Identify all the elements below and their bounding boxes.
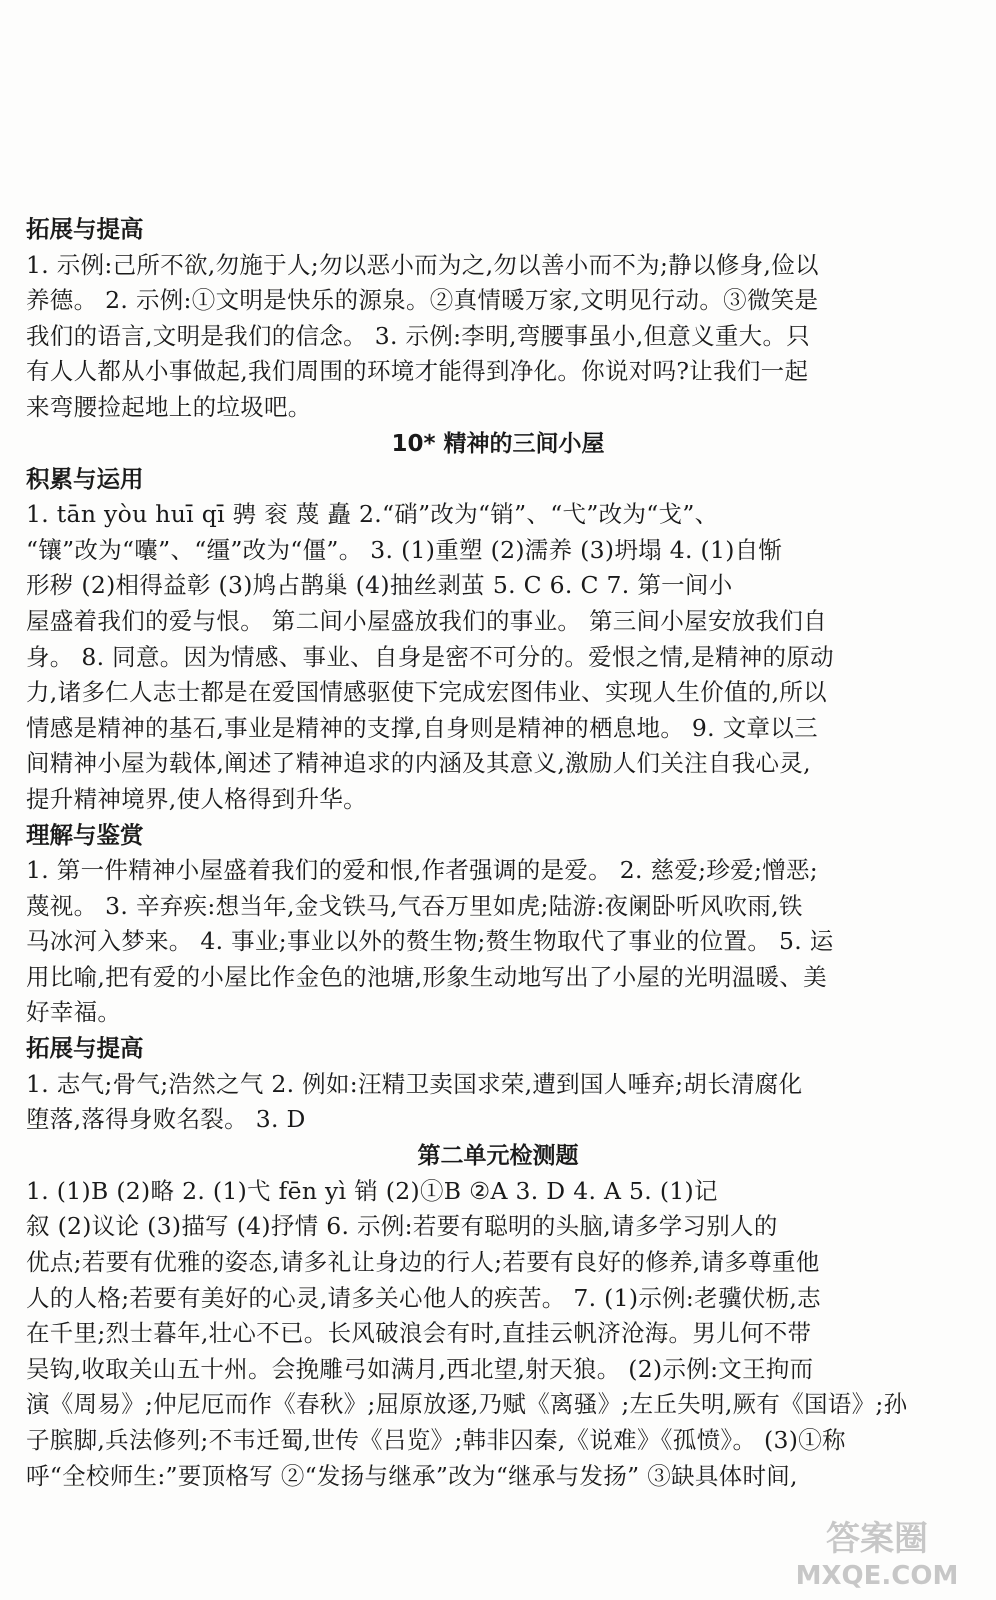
text-line: 提升精神境界,使人格得到升华。 xyxy=(26,784,367,813)
text-line: 蔑视。 3. 辛弃疾:想当年,金戈铁马,气吞万里如虎;陆游:夜阑卧听风吹雨,铁 xyxy=(26,891,803,920)
section-heading: 理解与鉴赏 xyxy=(26,820,144,849)
text-line: 优点;若要有优雅的姿态,请多礼让身边的行人;若要有良好的修养,请多尊重他 xyxy=(26,1248,820,1277)
text-line: 在千里;烈士暮年,壮心不已。长风破浪会有时,直挂云帆济沧海。男儿何不带 xyxy=(26,1319,812,1348)
text-line: 来弯腰捡起地上的垃圾吧。 xyxy=(26,392,312,421)
text-line: 有人人都从小事做起,我们周围的环境才能得到净化。你说对吗?让我们一起 xyxy=(26,357,809,386)
text-line: 呼“全校师生:”要顶格写 ②“发扬与继承”改为“继承与发扬” ③缺具体时间, xyxy=(26,1461,798,1490)
text-line: 形秽 (2)相得益彰 (3)鸠占鹊巢 (4)抽丝剥茧 5. C 6. C 7. 第一间小 xyxy=(26,571,733,600)
lesson-title: 10* 精神的三间小屋 xyxy=(391,430,605,457)
text-line: 身。 8. 同意。因为情感、事业、自身是密不可分的。爱恨之情,是精神的原动 xyxy=(26,642,834,671)
section-heading: 拓展与提高 xyxy=(26,1034,144,1063)
text-line: 屋盛着我们的爱与恨。 第二间小屋盛放我们的事业。 第三间小屋安放我们自 xyxy=(26,606,827,635)
text-line: 叙 (2)议论 (3)描写 (4)抒情 6. 示例:若要有聪明的头脑,请多学习别人的 xyxy=(26,1212,778,1241)
text-line: 吴钩,收取关山五十州。会挽雕弓如满月,西北望,射天狼。 (2)示例:文王拘而 xyxy=(26,1354,814,1383)
text-line: “镶”改为“囔”、“缰”改为“僵”。 3. (1)重塑 (2)濡养 (3)坍塌 4. (1)自惭 xyxy=(26,535,783,564)
text-line: 人的人格;若要有美好的心灵,请多关心他人的疾苦。 7. (1)示例:老骥伏枥,志 xyxy=(26,1283,821,1312)
text-line: 养德。 2. 示例:①文明是快乐的源泉。②真情暖万家,文明见行动。③微笑是 xyxy=(26,286,819,315)
watermark-bottom: MXQE.COM xyxy=(795,1561,959,1591)
text-line: 好幸福。 xyxy=(26,998,122,1027)
lesson-title: 第二单元检测题 xyxy=(417,1142,579,1169)
section-heading: 拓展与提高 xyxy=(26,215,144,243)
text-line: 力,诸多仁人志士都是在爱国情感驱使下完成宏图伟业、实现人生价值的,所以 xyxy=(26,678,827,707)
text-line: 1. 志气;骨气;浩然之气 2. 例如:汪精卫卖国求荣,遭到国人唾弃;胡长清腐化 xyxy=(26,1069,803,1098)
watermark-top: 答案圈 xyxy=(826,1519,928,1559)
text-line: 间精神小屋为载体,阐述了精神追求的内涵及其意义,激励人们关注自我心灵, xyxy=(26,749,811,778)
text-line: 马冰河入梦来。 4. 事业;事业以外的赘生物;赘生物取代了事业的位置。 5. 运 xyxy=(26,927,834,956)
watermark-logo xyxy=(772,1512,982,1592)
text-line: 1. 第一件精神小屋盛着我们的爱和恨,作者强调的是爱。 2. 慈爱;珍爱;憎恶; xyxy=(26,856,818,885)
text-line: 子膑脚,兵法修列;不韦迁蜀,世传《吕览》;韩非囚秦,《说难》《孤愤》。 (3)①称 xyxy=(26,1426,846,1454)
text-line: 用比喻,把有爱的小屋比作金色的池塘,形象生动地写出了小屋的光明温暖、美 xyxy=(26,962,827,991)
text-line: 1. 示例:己所不欲,勿施于人;勿以恶小而为之,勿以善小而不为;静以修身,俭以 xyxy=(26,250,819,279)
text-line: 1. (1)B (2)略 2. (1)弋 fēn yì 销 (2)①B ②A 3. D 4. A 5. (1)记 xyxy=(26,1176,718,1205)
answer-page xyxy=(26,212,970,1494)
text-line: 1. tān yòu huī qī 骋 衮 蔑 矗 2.“硝”改为“销”、“弋”改为“戈”、 xyxy=(26,500,719,529)
text-line: 情感是精神的基石,事业是精神的支撑,自身则是精神的栖息地。 9. 文章以三 xyxy=(26,713,818,742)
text-line: 我们的语言,文明是我们的信念。 3. 示例:李明,弯腰事虽小,但意义重大。只 xyxy=(26,321,811,350)
text-line: 堕落,落得身败名裂。 3. D xyxy=(26,1105,306,1134)
text-line: 演《周易》;仲尼厄而作《春秋》;屈原放逐,乃赋《离骚》;左丘失明,厥有《国语》;孙 xyxy=(26,1390,908,1419)
section-heading: 积累与运用 xyxy=(26,464,144,493)
